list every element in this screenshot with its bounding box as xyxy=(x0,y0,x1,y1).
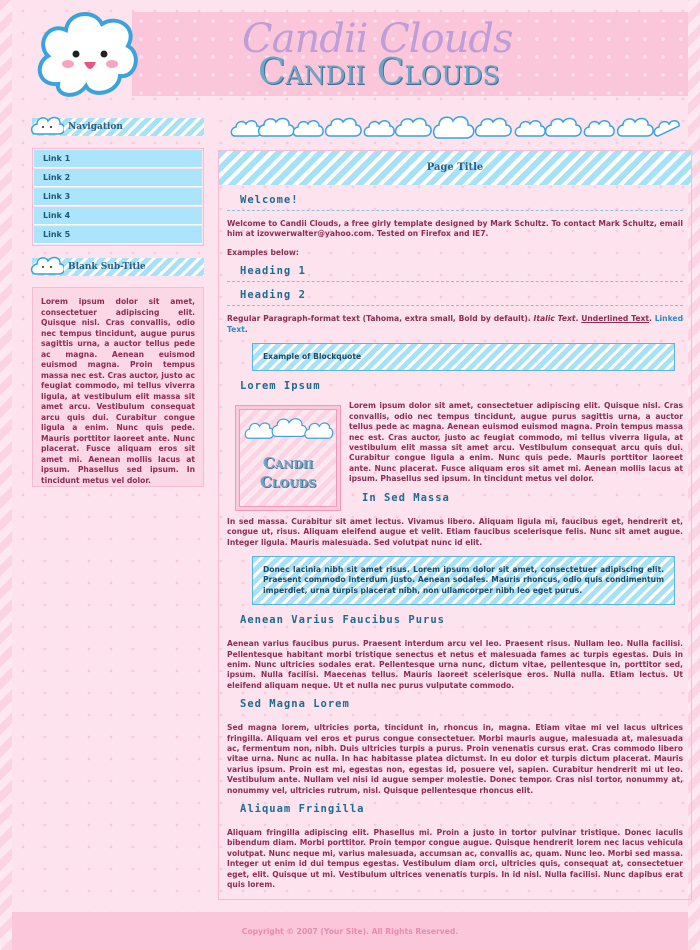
heading-2: Heading 2 xyxy=(227,290,683,306)
sub-title-text: Blank Sub-Title xyxy=(68,262,146,272)
footer: Copyright © 2007 (Your Site). All Rights Reserved. xyxy=(12,912,688,950)
candii-clouds-image xyxy=(235,405,341,511)
navigation-menu xyxy=(32,148,204,246)
examples-label: Examples below: xyxy=(227,247,299,257)
nav-link-1[interactable]: Link 1 xyxy=(34,150,202,168)
blockquote-2: Donec lacinia nibh sit amet risus. Lorem ipsum dolor sit amet, consectetuer adipiscing elit. Praesent commodo interdum justo. Aenean sodales. Mauris rhoncus, odio quis condimentum imperdiet, urna turpis placerat nibh, non ullamcorper nibh leo eget purus. xyxy=(252,556,675,605)
heading-in-sed-massa: In Sed Massa xyxy=(362,491,450,504)
underlined-text: Underlined Text xyxy=(581,314,650,324)
welcome-paragraph: Welcome to Candii Clouds, a free girly template designed by Mark Schultz. To contact Mark Schultz, email him at izovwerwalter@yahoo.com. Tested on Firefox and IE7. xyxy=(227,219,683,239)
sed-magna-paragraph: Sed magna lorem, ultricies porta, tincidunt in, rhoncus in, magna. Etiam vitae mi vel lacus ultrices fringilla. Aliquam vel eros et purus congue consectetuer. Morbi mauris augue, malesuada at, malesuada ac, fermentum non, nibh. Duis ultricies turpis a purus. Proin venenatis cursus erat. Cras commodo libero vitae urna. Nunc ac nulla. In hac habitasse platea dictumst. In eu dolor et turpis dictum placerat. Mauris varius ipsum. Proin est mi, egestas non, egestas id, posuere vel, sapien. Curabitur hendrerit mi ut leo. Vestibulum ante. Nullam vel nisi id augue semper molestie. Donec tempor. Cras nisl tortor, nonummy at, nonummy vel, ultricies rutrum, nisl. Quisque pellentesque rhoncus elit. xyxy=(227,723,683,795)
sub-title xyxy=(32,258,204,276)
logo-script-text: Candii Clouds xyxy=(242,16,513,62)
navigation-title xyxy=(32,118,204,136)
italic-text: Italic Text xyxy=(533,314,576,324)
regular-text: Regular Paragraph-format text (Tahoma, extra small, Bold by default). xyxy=(227,314,531,324)
aliquam-paragraph: Aliquam fringilla adipiscing elit. Phasellus mi. Proin a justo in tortor pulvinar tristique. Donec iaculis bibendum diam. Morbi porttitor. Proin tempor congue augue. Quisque hendrerit lorem nec lacus vehicula volutpat. Nunc neque mi, varius malesuada, accumsan ac, convallis ac, quam. Nunc leo. Morbi sed massa. Integer ut enim id dui tempus egestas. Vestibulum diam orci, ultricies quis, consequat at, consectetuer eget, elit. Quisque ut mi. Vestibulum ultrices venenatis turpis. In id nisl. Nulla facilisi. Nunc dapibus erat quis lorem. xyxy=(227,828,683,890)
nav-link-3[interactable]: Link 3 xyxy=(34,188,202,206)
heading-aliquam: Aliquam Fringilla xyxy=(240,803,365,815)
format-paragraph: Regular Paragraph-format text (Tahoma, extra small, Bold by default). Italic Text. Underlined Text. Linked Text. xyxy=(227,314,683,334)
heading-lorem-ipsum: Lorem Ipsum xyxy=(240,380,321,393)
page-title: Page Title xyxy=(219,151,691,185)
aenean-paragraph: Aenean varius faucibus purus. Praesent interdum arcu vel leo. Praesent risus. Nullam leo. Nulla facilisi. Pellentesque habitant morbi tristique senectus et netus et malesuada fames ac turpis egestas. Duis in enim. Nunc ultricies sodales erat. Pellentesque urna nunc, dictum vitae, pellentesque in, porttitor sed, ipsum. Nulla facilisi. Maecenas tellus. Mauris laoreet scelerisque eros. Nulla nulla. Etiam lectus. Ut eleifend aliquam neque. Ut et nulla nec purus vulputate commodo. xyxy=(227,639,683,690)
navigation-title-text: Navigation xyxy=(68,122,123,132)
heading-sed-magna: Sed Magna Lorem xyxy=(240,698,350,711)
heading-1: Heading 1 xyxy=(227,266,683,282)
sidebar-text-block: Lorem ipsum dolor sit amet, consectetuer adipiscing elit. Quisque nisl. Cras convallis, odio nec tempus tincidunt, augue purus sagittis urna, a auctor tellus pede ac magna. Aenean euismod euismod magna. Proin tempus massa nec est. Cras auctor, justo ac feugiat commodo, mi tellus viverra ligula, at vestibulum elit massa sit amet arcu. Vestibulum consequat arcu quis dui. Curabitur congue ligula a enim. Nunc quis pede. Mauris porttitor laoreet ante. Nunc placerat. Fusce aliquam eros sit amet mi. Aenean mollis lacus at ipsum. Phasellus sed ipsum. In tincidunt metus vel dolor. xyxy=(32,287,204,487)
nav-link-4[interactable]: Link 4 xyxy=(34,207,202,225)
in-sed-paragraph: In sed massa. Curabitur sit amet lectus. Vivamus libero. Aliquam ligula mi, faucibus eget, hendrerit et, congue ut, risus. Aliquam eleifend augue et velit. Etiam faucibus scelerisque felis. Nunc sit amet augue. Integer ligula. Mauris malesuada. Sed volutpat nunc id elit. xyxy=(227,516,683,547)
clouds-icon xyxy=(244,416,334,444)
cloud-icon xyxy=(30,114,64,138)
decorative-clouds-strip xyxy=(230,114,680,144)
cloud-mascot-icon xyxy=(28,4,144,104)
logo-title: Candii Clouds xyxy=(258,52,500,93)
heading-welcome: Welcome! xyxy=(227,195,683,211)
nav-link-2[interactable]: Link 2 xyxy=(34,169,202,187)
page-container xyxy=(12,0,688,950)
main-content xyxy=(218,150,692,900)
image-caption: Candii Clouds xyxy=(259,454,317,492)
cloud-icon xyxy=(30,254,64,278)
heading-aenean: Aenean Varius Faucibus Purus xyxy=(240,614,446,627)
lorem-paragraph: Lorem ipsum dolor sit amet, consectetuer adipiscing elit. Quisque nisl. Cras convallis, odio nec tempus tincidunt, augue purus sagittis urna, a auctor tellus pede ac magna. Aenean euismod euismod magna. Proin tempus massa nec est. Cras auctor, justo ac feugiat commodo, mi tellus viverra ligula, at vestibulum elit massa sit amet arcu. Vestibulum consequat arcu quis dui. Curabitur congue ligula a enim. Nunc quis pede. Mauris porttitor laoreet ante. Nunc placerat. Fusce aliquam eros sit amet mi. Aenean mollis lacus at ipsum. Phasellus sed ipsum. In tincidunt metus vel dolor. xyxy=(349,401,683,484)
nav-link-5[interactable]: Link 5 xyxy=(34,226,202,244)
blockquote: Example of Blockquote xyxy=(252,343,675,371)
linked-text[interactable]: Linked Text xyxy=(227,314,683,334)
